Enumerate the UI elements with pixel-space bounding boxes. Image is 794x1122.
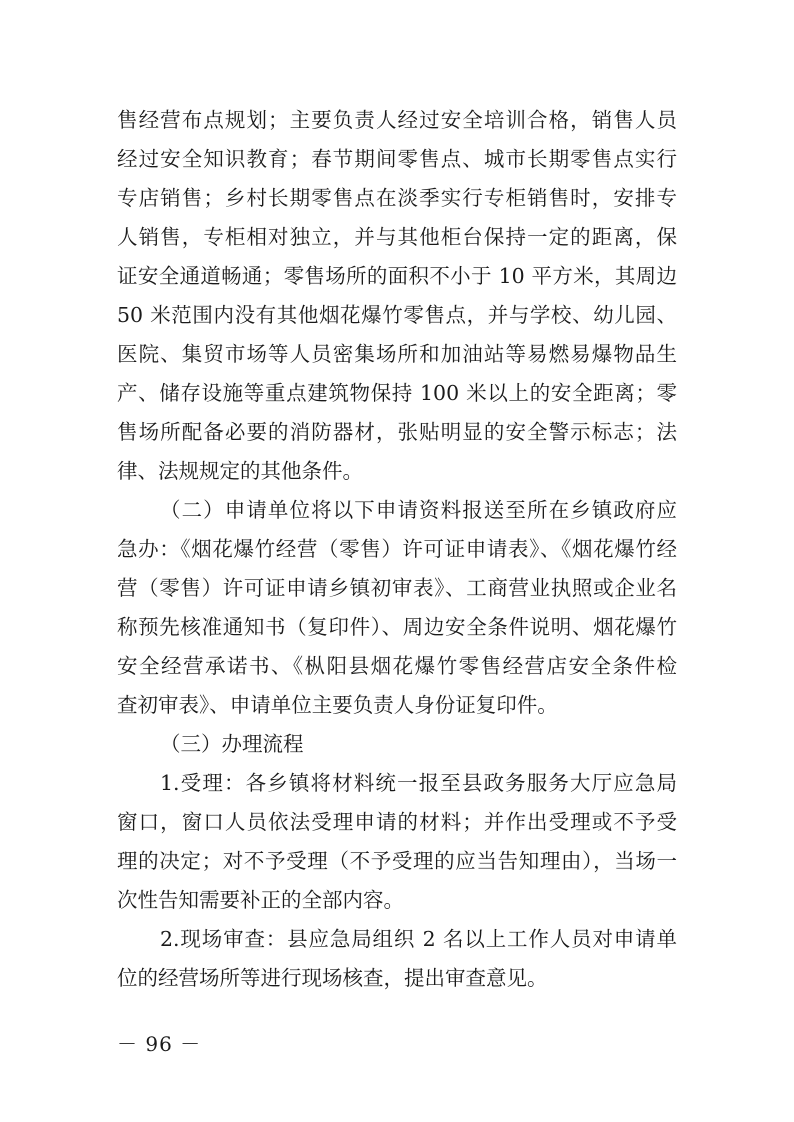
page-number: － 96 －: [117, 1032, 202, 1056]
paragraph-start-line: （二）申请单位将以下申请资料报送至所在乡镇政府应: [160, 498, 677, 522]
text-line: 医院、集贸市场等人员密集场所和加油站等易燃易爆物品生: [117, 342, 677, 366]
text-line: 称预先核准通知书（复印件）、周边安全条件说明、烟花爆竹: [117, 615, 677, 639]
paragraph-start-line: 1.受理：各乡镇将材料统一报至县政务服务大厅应急局: [160, 771, 677, 795]
text-line: 急办：《烟花爆竹经营（零售）许可证申请表》、《烟花爆竹经: [117, 537, 677, 561]
text-line: 证安全通道畅通；零售场所的面积不小于 10 平方米，其周边: [117, 264, 677, 288]
text-line: 律、法规规定的其他条件。: [117, 459, 363, 483]
text-line: 营（零售）许可证申请乡镇初审表》、工商营业执照或企业名: [117, 576, 677, 600]
text-line: 理的决定；对不予受理（不予受理的应当告知理由），当场一: [117, 849, 677, 873]
text-line: 安全经营承诺书、《枞阳县烟花爆竹零售经营店安全条件检: [117, 654, 677, 678]
text-line: 经过安全知识教育；春节期间零售点、城市长期零售点实行: [117, 147, 677, 171]
text-line: 专店销售；乡村长期零售点在淡季实行专柜销售时，安排专: [117, 186, 677, 210]
text-line: 次性告知需要补正的全部内容。: [117, 888, 404, 912]
text-line: 查初审表》、申请单位主要负责人身份证复印件。: [117, 693, 558, 717]
text-line: 50 米范围内没有其他烟花爆竹零售点，并与学校、幼儿园、: [117, 303, 677, 327]
text-line: 人销售，专柜相对独立，并与其他柜台保持一定的距离，保: [117, 225, 677, 249]
text-line: 位的经营场所等进行现场核查，提出审查意见。: [117, 966, 548, 990]
text-line: 产、储存设施等重点建筑物保持 100 米以上的安全距离；零: [117, 381, 677, 405]
text-line: 售经营布点规划；主要负责人经过安全培训合格，销售人员: [117, 108, 677, 132]
text-line: 售场所配备必要的消防器材，张贴明显的安全警示标志；法: [117, 420, 677, 444]
paragraph-start-line: 2.现场审查：县应急局组织 2 名以上工作人员对申请单: [160, 927, 677, 951]
text-line: 窗口，窗口人员依法受理申请的材料；并作出受理或不予受: [117, 810, 677, 834]
section-heading: （三）办理流程: [160, 732, 304, 756]
